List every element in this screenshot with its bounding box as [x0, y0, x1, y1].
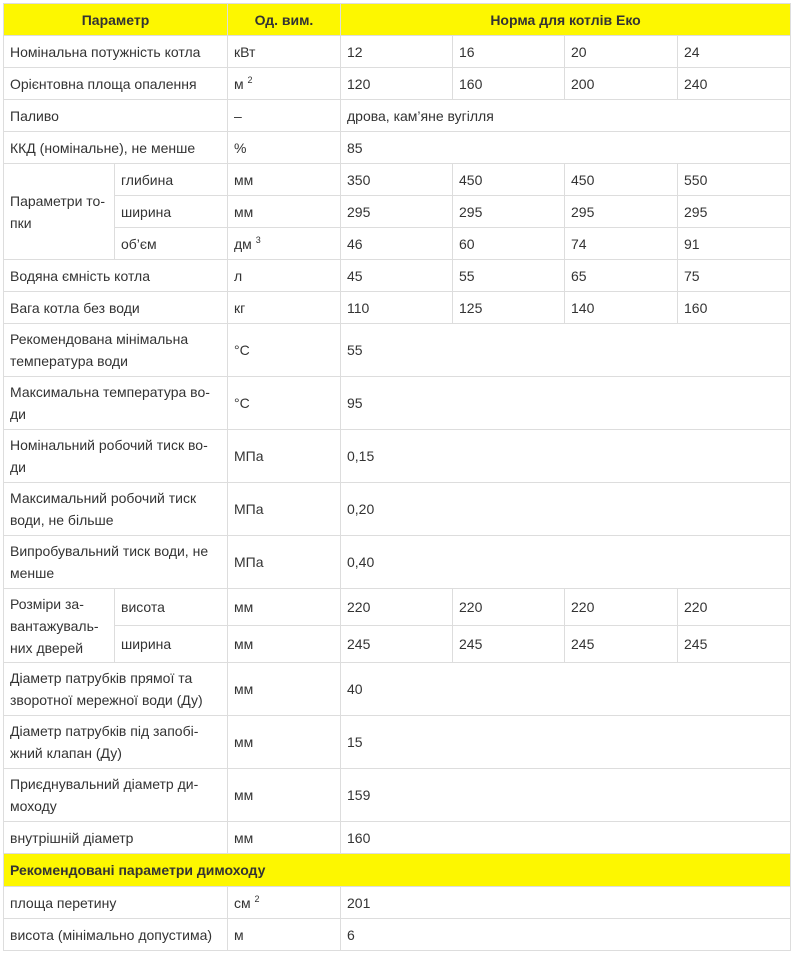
table-row — [4, 196, 791, 228]
value-cell: 245 — [341, 626, 453, 663]
value-cell: 245 — [453, 626, 565, 663]
value-cell: 0,40 — [341, 536, 791, 589]
row-label: Максимальний робочий тиск води, не більше — [4, 483, 228, 536]
table-row — [4, 626, 791, 663]
row-unit: мм — [228, 196, 341, 228]
value-cell: 74 — [565, 228, 678, 260]
value-cell: 295 — [565, 196, 678, 228]
table-row — [4, 919, 791, 951]
value-cell: 125 — [453, 292, 565, 324]
row-unit: л — [228, 260, 341, 292]
row-label: Рекомендована мінімальна температура води — [4, 324, 228, 377]
unit-exponent: 3 — [255, 234, 261, 245]
unit-text: см — [234, 894, 251, 911]
table-row — [4, 100, 791, 132]
value-cell: 550 — [678, 164, 791, 196]
row-label: площа перетину — [4, 887, 228, 919]
row-unit: МПа — [228, 483, 341, 536]
table-row — [4, 377, 791, 430]
value-cell: 110 — [341, 292, 453, 324]
table-row — [4, 260, 791, 292]
row-label: висота (мінімально допустима) — [4, 919, 228, 951]
row-unit: – — [228, 100, 341, 132]
row-unit: мм — [228, 626, 341, 663]
row-label: Вага котла без води — [4, 292, 228, 324]
row-label: Приєднувальний діаметр ди-моходу — [4, 769, 228, 822]
unit-exponent: 2 — [254, 893, 260, 904]
row-unit: мм — [228, 663, 341, 716]
sub-label: об’єм — [115, 228, 228, 260]
value-cell: 16 — [453, 36, 565, 68]
value-cell: 245 — [678, 626, 791, 663]
row-label: Номінальна потужність котла — [4, 36, 228, 68]
table-header-row — [4, 4, 791, 36]
header-unit: Од. вим. — [228, 4, 341, 36]
value-cell: 46 — [341, 228, 453, 260]
row-unit — [228, 68, 341, 100]
row-label: внутрішній діаметр — [4, 822, 228, 854]
value-cell: 55 — [453, 260, 565, 292]
row-label: Діаметр патрубків під запобі-жний клапан (Ду) — [4, 716, 228, 769]
value-cell: 91 — [678, 228, 791, 260]
value-cell: 220 — [341, 589, 453, 626]
row-unit: м — [228, 919, 341, 951]
value-cell: 450 — [453, 164, 565, 196]
row-unit: °С — [228, 324, 341, 377]
value-cell: 20 — [565, 36, 678, 68]
table-row — [4, 164, 791, 196]
table-row — [4, 822, 791, 854]
value-cell: 6 — [341, 919, 791, 951]
value-cell: 65 — [565, 260, 678, 292]
value-cell: 240 — [678, 68, 791, 100]
table-row — [4, 292, 791, 324]
value-cell: 200 — [565, 68, 678, 100]
table-row — [4, 887, 791, 919]
table-row — [4, 716, 791, 769]
row-label: ККД (номінальне), не менше — [4, 132, 228, 164]
row-label: Максимальна температура во-ди — [4, 377, 228, 430]
value-cell: 55 — [341, 324, 791, 377]
table-row — [4, 589, 791, 626]
unit-exponent: 2 — [247, 74, 253, 85]
table-row — [4, 228, 791, 260]
value-cell: 159 — [341, 769, 791, 822]
row-unit: мм — [228, 164, 341, 196]
table-row — [4, 769, 791, 822]
row-unit: °С — [228, 377, 341, 430]
value-cell: 0,15 — [341, 430, 791, 483]
value-cell: 350 — [341, 164, 453, 196]
value-cell: 60 — [453, 228, 565, 260]
value-cell: 120 — [341, 68, 453, 100]
value-cell: 0,20 — [341, 483, 791, 536]
sub-label: висота — [115, 589, 228, 626]
row-unit: кВт — [228, 36, 341, 68]
table-row — [4, 483, 791, 536]
value-cell: 160 — [453, 68, 565, 100]
table-row — [4, 36, 791, 68]
value-cell: 75 — [678, 260, 791, 292]
header-param: Параметр — [4, 4, 228, 36]
unit-text: дм — [234, 235, 252, 252]
row-label: Водяна ємність котла — [4, 260, 228, 292]
value-cell: 295 — [341, 196, 453, 228]
section-header-row — [4, 854, 791, 887]
row-unit: мм — [228, 822, 341, 854]
value-cell: 220 — [453, 589, 565, 626]
group-label: Параметри то-пки — [4, 164, 115, 260]
value-cell: 201 — [341, 887, 791, 919]
value-cell: 160 — [341, 822, 791, 854]
row-unit: МПа — [228, 536, 341, 589]
row-unit: мм — [228, 769, 341, 822]
header-norm: Норма для котлів Еко — [341, 4, 791, 36]
value-cell: 45 — [341, 260, 453, 292]
table-row — [4, 68, 791, 100]
row-unit: кг — [228, 292, 341, 324]
value-cell: 12 — [341, 36, 453, 68]
value-cell: дрова, кам’яне вугілля — [341, 100, 791, 132]
value-cell: 15 — [341, 716, 791, 769]
section-title: Рекомендовані параметри димоходу — [4, 854, 791, 887]
row-label: Орієнтовна площа опалення — [4, 68, 228, 100]
row-unit: мм — [228, 716, 341, 769]
row-unit: мм — [228, 589, 341, 626]
row-label: Номінальний робочий тиск во-ди — [4, 430, 228, 483]
value-cell: 450 — [565, 164, 678, 196]
row-label: Випробувальний тиск води, не менше — [4, 536, 228, 589]
row-unit — [228, 228, 341, 260]
boiler-spec-table — [3, 3, 791, 951]
value-cell: 295 — [453, 196, 565, 228]
sub-label: глибина — [115, 164, 228, 196]
table-row — [4, 536, 791, 589]
value-cell: 295 — [678, 196, 791, 228]
value-cell: 140 — [565, 292, 678, 324]
value-cell: 220 — [678, 589, 791, 626]
table-row — [4, 430, 791, 483]
table-row — [4, 132, 791, 164]
unit-text: м — [234, 75, 244, 92]
row-unit: % — [228, 132, 341, 164]
row-unit: МПа — [228, 430, 341, 483]
value-cell: 160 — [678, 292, 791, 324]
row-unit — [228, 887, 341, 919]
value-cell: 24 — [678, 36, 791, 68]
value-cell: 85 — [341, 132, 791, 164]
row-label: Діаметр патрубків прямої та зворотної мережної води (Ду) — [4, 663, 228, 716]
group-label: Розміри за-вантажуваль-них дверей — [4, 589, 115, 663]
table-row — [4, 324, 791, 377]
value-cell: 220 — [565, 589, 678, 626]
value-cell: 245 — [565, 626, 678, 663]
value-cell: 95 — [341, 377, 791, 430]
value-cell: 40 — [341, 663, 791, 716]
sub-label: ширина — [115, 196, 228, 228]
sub-label: ширина — [115, 626, 228, 663]
table-row — [4, 663, 791, 716]
row-label: Паливо — [4, 100, 228, 132]
